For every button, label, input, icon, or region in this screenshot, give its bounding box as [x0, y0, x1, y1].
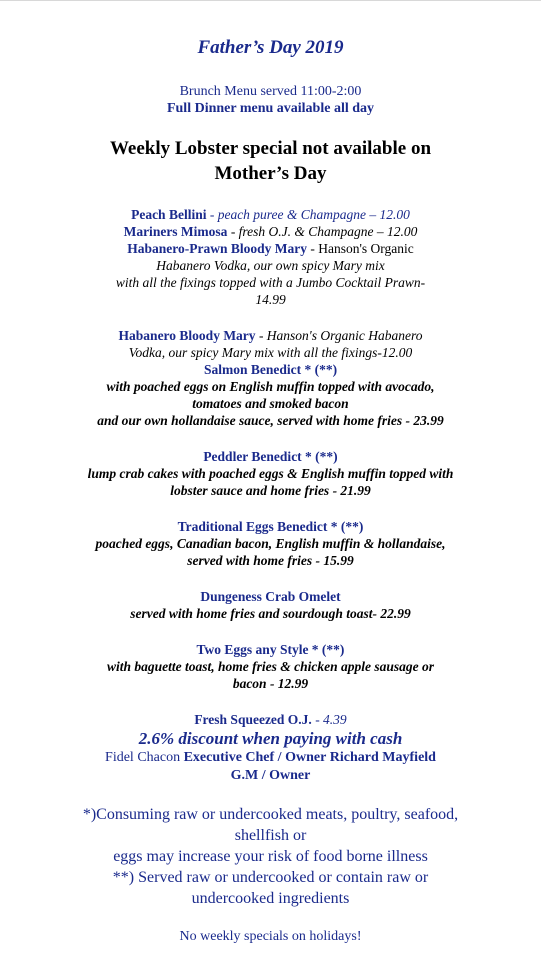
- holiday-note: No weekly specials on holidays!: [179, 929, 362, 944]
- item-desc-line: poached eggs, Canadian bacon, English muffin & hollandaise,: [95, 536, 446, 551]
- menu-item-salmon-benedict: [0, 361, 541, 429]
- item-desc-line: bacon - 12.99: [232, 676, 309, 691]
- staff-credits: [0, 749, 541, 785]
- page-title: Father’s Day 2019: [197, 37, 344, 58]
- item-name: Dungeness Crab Omelet: [200, 589, 341, 604]
- brunch-hours: Brunch Menu served 11:00-2:00: [179, 84, 362, 99]
- chef-title: Executive Chef / Owner: [183, 750, 327, 765]
- menu-item-mimosa: [0, 223, 541, 240]
- weekly-notice-line2: Mother’s Day: [214, 163, 327, 184]
- item-name: Salmon Benedict * (**): [203, 362, 338, 377]
- gm-name: Richard Mayfield: [329, 750, 436, 765]
- item-desc-line: and our own hollandaise sauce, served with home fries - 23.99: [97, 413, 444, 428]
- warning-line: eggs may increase your risk of food borne illness: [113, 848, 428, 865]
- item-desc-line: served with home fries and sourdough toast- 22.99: [130, 606, 411, 621]
- health-warning: [0, 804, 541, 909]
- dinner-availability: Full Dinner menu available all day: [166, 101, 375, 116]
- item-name: Two Eggs any Style * (**): [196, 642, 345, 657]
- item-desc-line: with baguette toast, home fries & chicken apple sausage or: [106, 659, 434, 674]
- item-name: Fresh Squeezed O.J.: [194, 712, 312, 727]
- item-name: Peddler Benedict * (**): [203, 449, 338, 464]
- item-desc: - Hanson's Organic Habanero: [255, 328, 423, 343]
- menu-item-prawn-bloody-mary: [0, 240, 541, 257]
- cash-discount: 2.6% discount when paying with cash: [138, 729, 403, 748]
- item-name: Mariners Mimosa: [123, 224, 228, 239]
- item-desc: - fresh O.J. & Champagne – 12.00: [227, 224, 418, 239]
- menu-item-crab-omelet: [0, 588, 541, 622]
- item-desc: - Hanson's Organic: [306, 241, 414, 256]
- item-name: Peach Bellini: [131, 207, 207, 222]
- item-desc-line: with all the fixings topped with a Jumbo Cocktail Prawn-: [115, 275, 426, 290]
- item-desc-line: 14.99: [255, 292, 286, 307]
- item-name: Habanero Bloody Mary: [118, 328, 256, 343]
- menu-item-bellini: [0, 206, 541, 223]
- weekly-notice-line1: Weekly Lobster special not available on: [109, 138, 432, 159]
- warning-line: undercooked ingredients: [191, 890, 350, 907]
- menu-item-oj: [0, 711, 541, 728]
- warning-line: shellfish or: [234, 827, 307, 844]
- item-desc-line: tomatoes and smoked bacon: [192, 396, 349, 411]
- item-desc-line: lobster sauce and home fries - 21.99: [170, 483, 371, 498]
- item-desc-line: Habanero Vodka, our own spicy Mary mix: [156, 258, 385, 273]
- item-desc: - 4.39: [311, 712, 347, 727]
- warning-line: *)Consuming raw or undercooked meats, poultry, seafood,: [82, 806, 459, 823]
- drinks-section: [0, 206, 541, 308]
- hours-section: [0, 83, 541, 117]
- item-desc-line: lump crab cakes with poached eggs & English muffin topped with: [87, 466, 454, 481]
- item-desc-line: served with home fries - 15.99: [187, 553, 354, 568]
- gm-title: G.M / Owner: [230, 768, 311, 783]
- item-desc-line: Vodka, our spicy Mary mix with all the fixings-12.00: [128, 345, 413, 360]
- menu-item-bloody-mary: [0, 327, 541, 361]
- menu-item-traditional-benedict: [0, 518, 541, 569]
- chef-name: Fidel Chacon: [105, 750, 181, 765]
- item-name: Traditional Eggs Benedict * (**): [177, 519, 364, 534]
- weekly-notice: [0, 136, 541, 186]
- item-desc-line: with poached eggs on English muffin topped with avocado,: [106, 379, 435, 394]
- menu-item-two-eggs: [0, 641, 541, 692]
- item-name: Habanero-Prawn Bloody Mary: [127, 241, 307, 256]
- warning-line: **) Served raw or undercooked or contain raw or: [112, 869, 429, 886]
- menu-item-peddler-benedict: [0, 448, 541, 499]
- item-desc: - peach puree & Champagne – 12.00: [206, 207, 410, 222]
